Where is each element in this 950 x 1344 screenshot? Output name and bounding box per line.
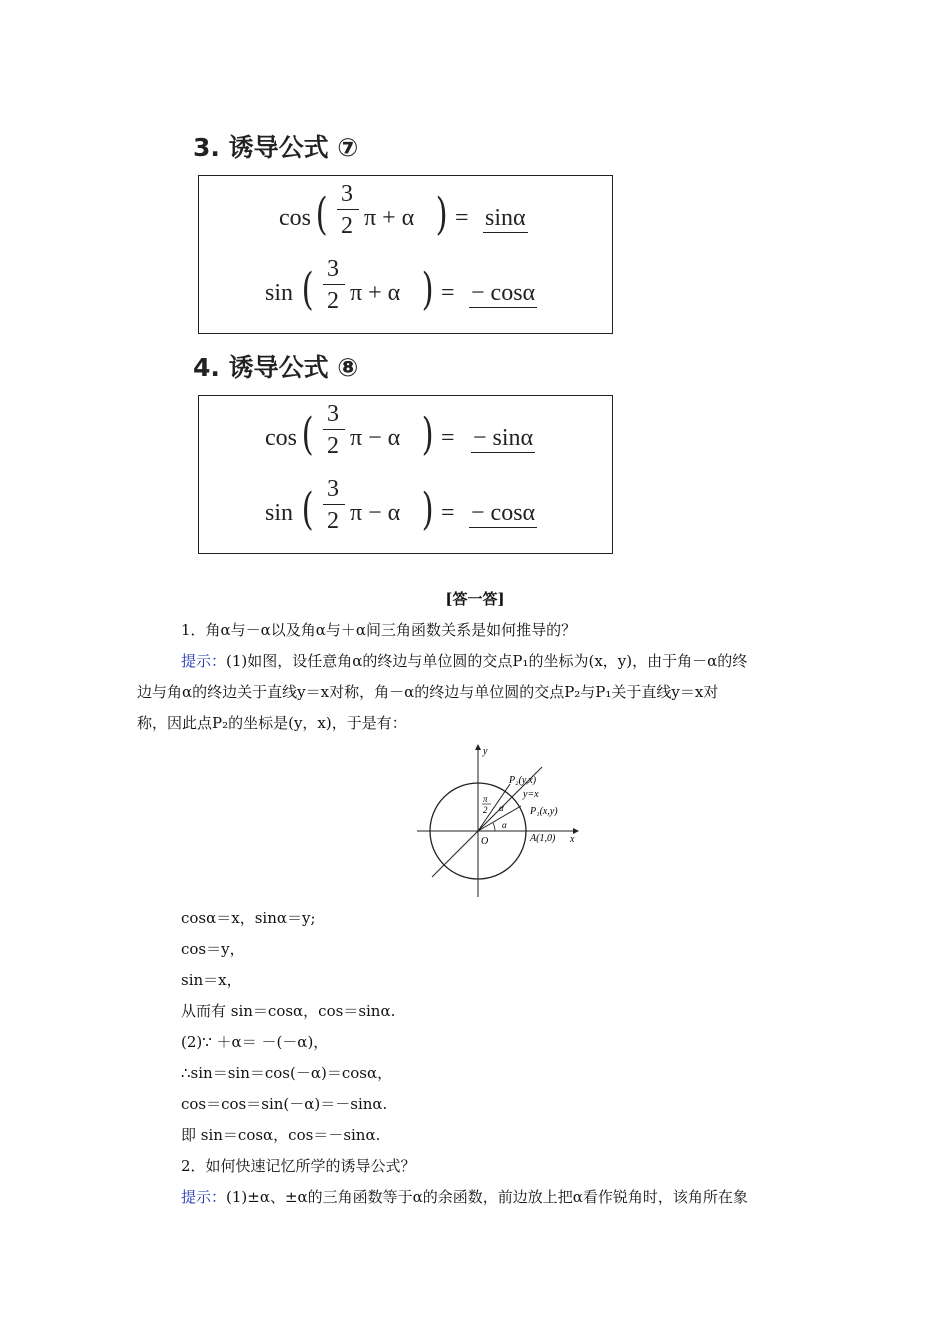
- fraction-denominator: 2: [327, 288, 339, 314]
- derivation-line: cos＝cos＝sin(－α)＝－sinα.: [181, 1095, 388, 1113]
- angle-arc: [493, 823, 495, 831]
- y-label: y: [483, 746, 488, 757]
- hint-label: 提示：: [181, 1188, 227, 1206]
- section-4-heading: 4. 诱导公式 ⑧: [193, 353, 359, 382]
- left-paren: (: [301, 484, 314, 535]
- equals-sign: =: [455, 205, 469, 231]
- hint-1-line-3: 称，因此点P₂的坐标是(y，x)，于是有：: [137, 714, 407, 732]
- hint-1-line-2: 边与角α的终边关于直线y＝x对称，角－α的终边与单位圆的交点P₂与P₁关于直线y＝x对: [137, 683, 719, 701]
- pi-denominator: 2: [483, 805, 488, 815]
- pi-numerator: π: [483, 794, 488, 804]
- fraction-numerator: 3: [341, 181, 353, 207]
- answer-blank: − cosα: [471, 500, 536, 526]
- equals-sign: =: [441, 280, 455, 306]
- derivation-line: (2)∵ ＋α＝ －(－α)，: [181, 1033, 329, 1051]
- left-paren: (: [301, 264, 314, 315]
- left-paren: (: [315, 189, 328, 240]
- unit-circle-diagram: [415, 740, 585, 900]
- right-paren: ): [421, 484, 434, 535]
- question-2: 2．如何快速记忆所学的诱导公式？: [181, 1157, 416, 1175]
- right-paren: ): [421, 409, 434, 460]
- fraction-bar: [337, 209, 359, 210]
- alpha-label-upper: α: [499, 803, 504, 813]
- derivation-line: 即 sin＝cosα，cos＝－sinα.: [181, 1126, 381, 1144]
- function-name: cos: [265, 425, 297, 451]
- argument-rest: π − α: [350, 500, 401, 526]
- argument-rest: π + α: [350, 280, 401, 306]
- qa-title: [答一答]: [445, 590, 505, 608]
- formula-box-8: [198, 395, 613, 554]
- fraction-numerator: 3: [327, 401, 339, 427]
- fraction-numerator: 3: [327, 476, 339, 502]
- derivation-line: sin＝x，: [181, 971, 242, 989]
- derivation-line: ∴sin＝sin＝cos(－α)＝cosα，: [181, 1064, 393, 1082]
- hint-2: [181, 1187, 748, 1207]
- right-paren: ): [421, 264, 434, 315]
- y-axis-arrow: [475, 744, 481, 750]
- hint-1-line-1: [181, 651, 747, 671]
- hint-label: 提示：: [181, 652, 227, 670]
- fraction-bar: [323, 429, 345, 430]
- fraction-numerator: 3: [327, 256, 339, 282]
- formula-box-7: [198, 175, 613, 334]
- fraction-denominator: 2: [341, 213, 353, 239]
- left-paren: (: [301, 409, 314, 460]
- answer-blank: − cosα: [471, 280, 536, 306]
- p1-label: P₁(x,y): [530, 806, 558, 817]
- derivation-line: cosα＝x，sinα＝y;: [181, 909, 316, 927]
- equals-sign: =: [441, 425, 455, 451]
- function-name: sin: [265, 500, 294, 526]
- p2-label: P₂(y,x): [509, 775, 537, 786]
- derivation-line: cos＝y，: [181, 940, 245, 958]
- derivation-line: 从而有 sin＝cosα，cos＝sinα.: [181, 1002, 396, 1020]
- hint-text: (1)±α、±α的三角函数等于α的余函数，前边放上把α看作锐角时，该角所在象: [226, 1188, 748, 1206]
- right-paren: ): [435, 189, 448, 240]
- answer-blank: − sinα: [473, 425, 534, 451]
- question-1: 1．角α与－α以及角α与＋α间三角函数关系是如何推导的？: [181, 621, 577, 639]
- x-label: x: [570, 834, 575, 845]
- function-name: cos: [279, 205, 311, 231]
- fraction-denominator: 2: [327, 508, 339, 534]
- function-name: sin: [265, 280, 294, 306]
- fraction-bar: [323, 284, 345, 285]
- section-3-heading: 3. 诱导公式 ⑦: [193, 133, 359, 162]
- argument-rest: π + α: [364, 205, 415, 231]
- equals-sign: =: [441, 500, 455, 526]
- fraction-denominator: 2: [327, 433, 339, 459]
- origin-label: O: [481, 836, 489, 847]
- fraction-bar: [323, 504, 345, 505]
- alpha-label-lower: α: [502, 820, 507, 830]
- argument-rest: π − α: [350, 425, 401, 451]
- answer-blank: sinα: [485, 205, 526, 231]
- line-label: y=x: [523, 789, 539, 800]
- hint-text: (1)如图，设任意角α的终边与单位圆的交点P₁的坐标为(x，y)，由于角－α的终: [226, 652, 748, 670]
- a-label: A(1,0): [530, 833, 556, 844]
